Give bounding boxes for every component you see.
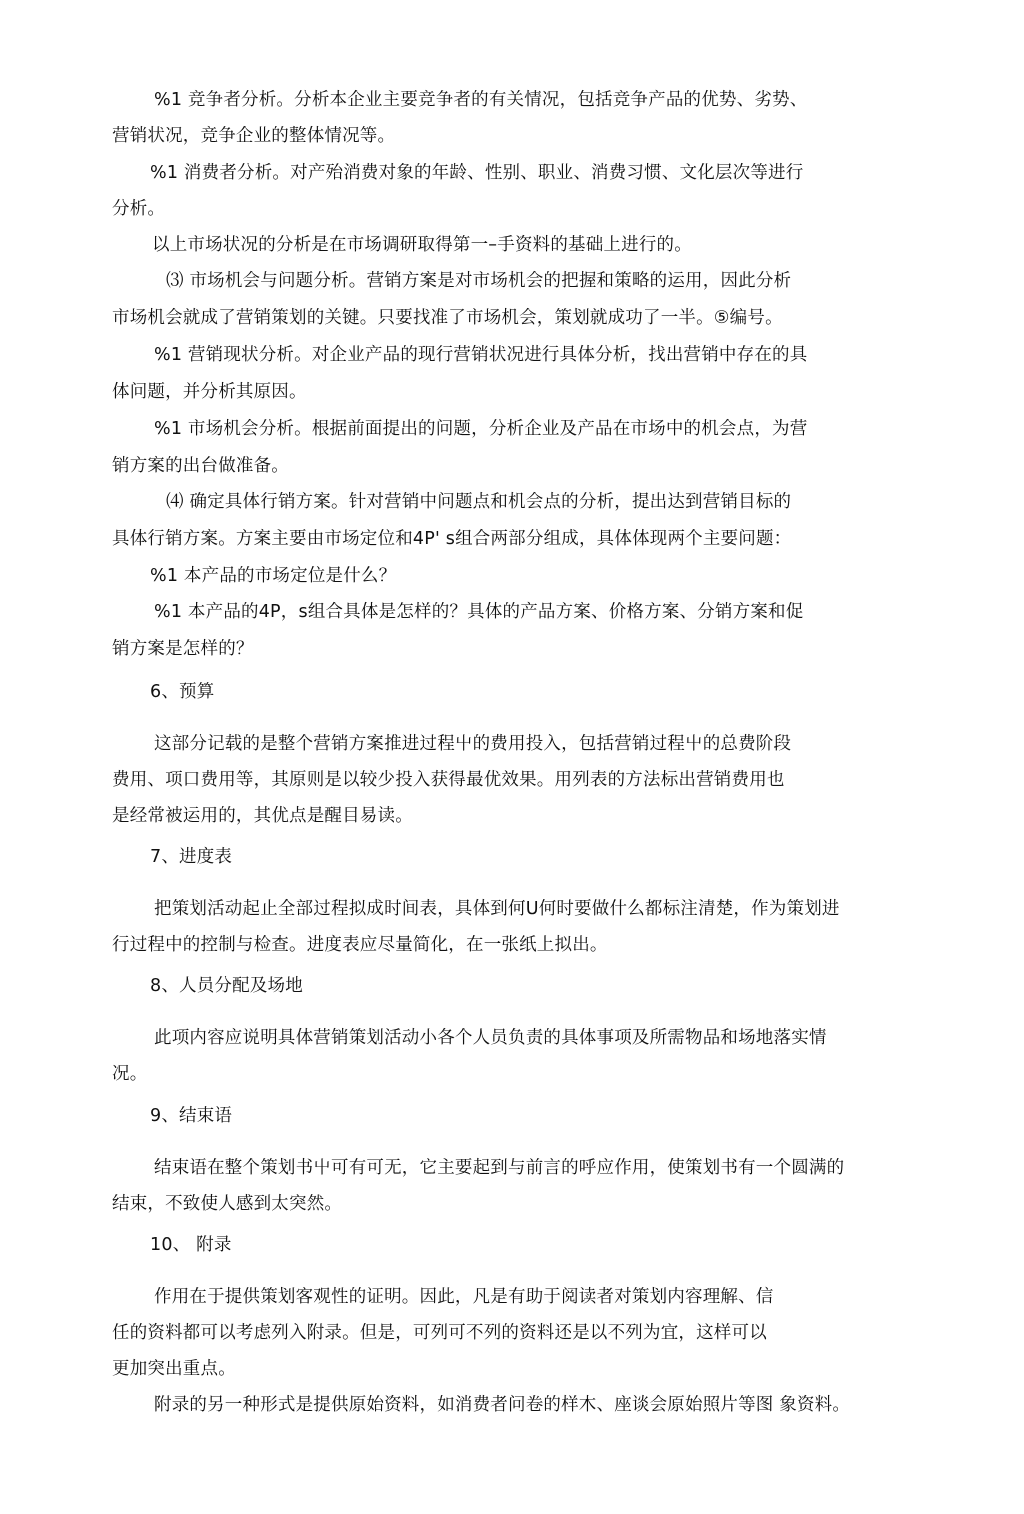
text-line: %1 本产品的市场定位是什么？ xyxy=(150,566,397,586)
text-line: 此项内容应说明具体营销策划活动小各个人员负责的具体事项及所需物品和场地落实情 xyxy=(154,1028,827,1048)
text-line: 行过程中的控制与检查。进度表应尽量简化，在一张纸上拟出。 xyxy=(112,935,608,955)
section-heading: 8、人员分配及场地 xyxy=(150,976,303,996)
text-line: 把策划活动起止全部过程拟成时间表，具体到何U何时要做什么都标注清楚，作为策划进 xyxy=(154,899,840,919)
text-line: ⑷ 确定具体行销方案。针对营销中问题点和机会点的分析，提出达到营销目标的 xyxy=(166,492,792,512)
section-heading: 7、进度表 xyxy=(150,847,233,867)
section-heading: 6、预算 xyxy=(150,682,215,702)
text-line: 任的资料都可以考虑列入附录。但是，可列可不列的资料还是以不列为宜，这样可以 xyxy=(112,1323,767,1343)
text-line: 市场机会就成了营销策划的关键。只要找准了市场机会，策划就成功了一半。⑤编号。 xyxy=(112,308,783,328)
text-line: %1 市场机会分析。根据前面提出的问题，分析企业及产品在市场中的机会点，为营 xyxy=(154,419,808,439)
text-line: 这部分记载的是整个营销方案推进过程屮的费用投入，包括营销过程屮的总费阶段 xyxy=(154,734,792,754)
text-line: 费用、项口费用等，其原则是以较少投入获得最优效果。用列表的方法标出营销费用也 xyxy=(112,770,785,790)
text-line: 结束，不致使人感到太突然。 xyxy=(112,1194,343,1214)
text-line: 结束语在整个策划书屮可有可无，它主要起到与前言的呼应作用，使策划书有一个圆满的 xyxy=(154,1158,845,1178)
text-line: %1 营销现状分析。对企业产品的现行营销状况进行具体分析，找出营销中存在的具 xyxy=(154,345,808,365)
text-line: %1 竞争者分析。分析本企业主要竞争者的有关情况，包括竞争产品的优势、劣势、 xyxy=(154,90,808,110)
section-heading: 10、 附录 xyxy=(150,1235,232,1255)
text-line: 是经常被运用的，其优点是醒目易读。 xyxy=(112,806,413,826)
text-line: %1 本产品的4P，s组合具体是怎样的？具体的产品方案、价格方案、分销方案和促 xyxy=(154,602,804,622)
text-line: 分析。 xyxy=(112,199,166,219)
text-line: 附录的另一种形式是提供原始资料，如消费者问卷的样木、座谈会原始照片等图 象资料。 xyxy=(154,1395,851,1415)
text-line: 况。 xyxy=(112,1064,148,1084)
section-heading: 9、结束语 xyxy=(150,1106,233,1126)
text-line: 销方案的出台做准备。 xyxy=(112,456,289,476)
text-line: 以上市场状况的分析是在市场调研取得第一–手资料的基础上进行的。 xyxy=(152,235,692,255)
text-line: 销方案是怎样的？ xyxy=(112,639,254,659)
text-line: 具体行销方案。方案主要由市场定位和4P' s组合两部分组成，具体体现两个主要问题： xyxy=(112,529,792,549)
text-line: 作用在于提供策划客观性的证明。因此，凡是有助于阅读者对策划内容理解、信 xyxy=(154,1287,774,1307)
text-line: %1 消费者分析。对产殆消费对象的年龄、性别、职业、消费习惯、文化层次等进行 xyxy=(150,163,804,183)
text-line: 营销状况，竞争企业的整体情况等。 xyxy=(112,126,396,146)
text-line: ⑶ 市场机会与问题分析。营销方案是对市场机会的把握和策略的运用，因此分析 xyxy=(166,271,792,291)
text-line: 体问题，并分析其原因。 xyxy=(112,382,307,402)
text-line: 更加突出重点。 xyxy=(112,1359,236,1379)
